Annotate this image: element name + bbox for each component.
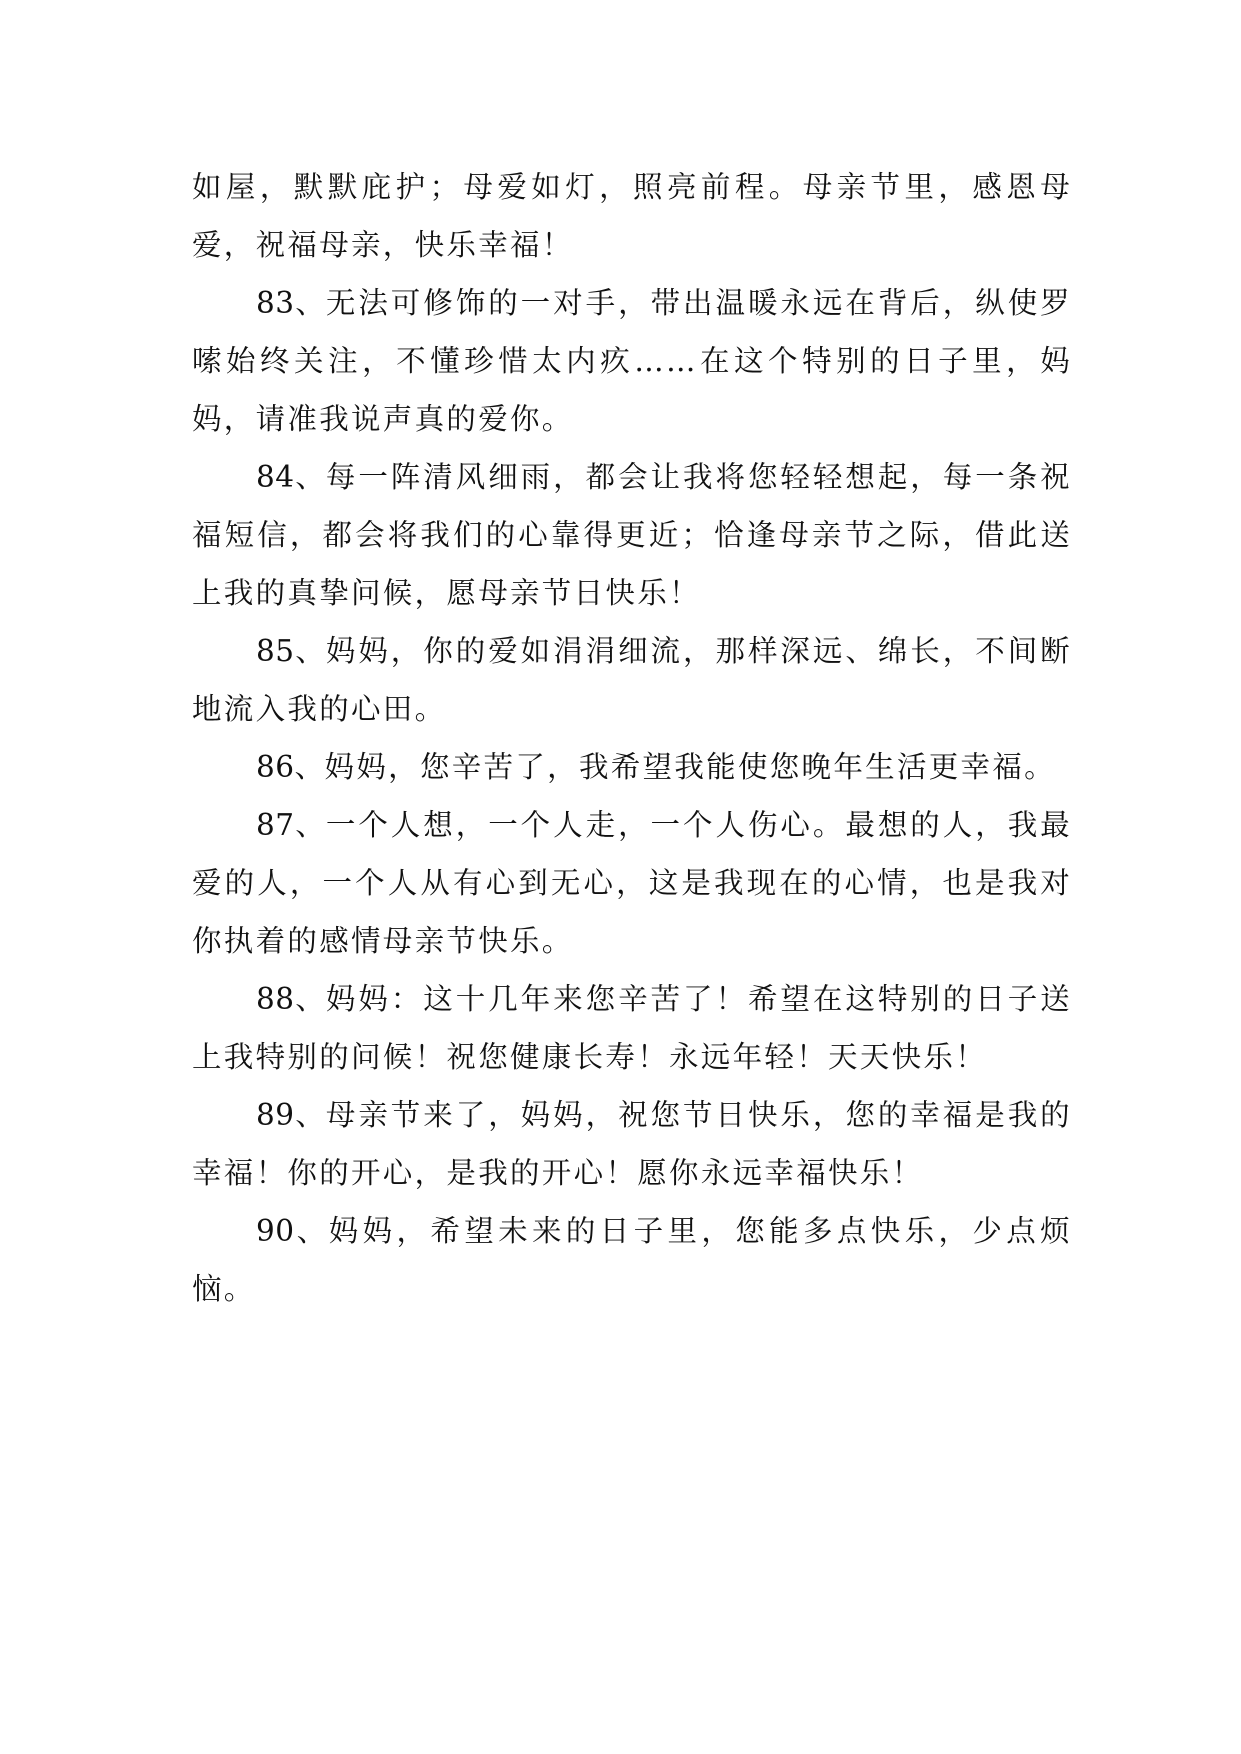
paragraph-text: 如屋，默默庇护；母爱如灯，照亮前程。母亲节里，感恩母爱，祝福母亲，快乐幸福！	[192, 170, 1072, 262]
paragraph-number: 85、	[256, 634, 326, 668]
paragraph-text: 无法可修饰的一对手，带出温暖永远在背后，纵使罗嗦始终关注，不懂珍惜太内疚……在这个特别的日子里，妈妈，请准我说声真的爱你。	[192, 286, 1072, 436]
paragraph-83	[192, 274, 1072, 448]
paragraph-text: 妈妈，您辛苦了，我希望我能使您晚年生活更幸福。	[324, 750, 1056, 784]
paragraph-87	[192, 796, 1072, 970]
document-page	[192, 158, 1072, 1318]
paragraph-86	[192, 738, 1072, 796]
paragraph-number: 89、	[256, 1098, 326, 1132]
paragraph-text: 妈妈，你的爱如涓涓细流，那样深远、绵长，不间断地流入我的心田。	[192, 634, 1072, 726]
paragraph-number: 83、	[256, 286, 326, 320]
paragraph-84	[192, 448, 1072, 622]
paragraph-number: 90、	[256, 1214, 329, 1248]
paragraph-continued	[192, 158, 1072, 274]
paragraph-text: 妈妈：这十几年来您辛苦了！希望在这特别的日子送上我特别的问候！祝您健康长寿！永远年轻！天天快乐！	[192, 982, 1072, 1074]
paragraph-number: 88、	[256, 982, 326, 1016]
paragraph-number: 86、	[256, 750, 325, 784]
paragraph-number: 87、	[256, 808, 326, 842]
paragraph-text: 母亲节来了，妈妈，祝您节日快乐，您的幸福是我的幸福！你的开心，是我的开心！愿你永远幸福快乐！	[192, 1098, 1072, 1190]
paragraph-text: 一个人想，一个人走，一个人伤心。最想的人，我最爱的人，一个人从有心到无心，这是我现在的心情，也是我对你执着的感情母亲节快乐。	[192, 808, 1072, 958]
paragraph-text: 每一阵清风细雨，都会让我将您轻轻想起，每一条祝福短信，都会将我们的心靠得更近；恰逢母亲节之际，借此送上我的真挚问候，愿母亲节日快乐！	[192, 460, 1072, 610]
paragraph-number: 84、	[256, 460, 326, 494]
paragraph-text: 妈妈，希望未来的日子里，您能多点快乐，少点烦恼。	[192, 1214, 1072, 1306]
paragraph-85	[192, 622, 1072, 738]
paragraph-88	[192, 970, 1072, 1086]
paragraph-89	[192, 1086, 1072, 1202]
paragraph-90	[192, 1202, 1072, 1318]
